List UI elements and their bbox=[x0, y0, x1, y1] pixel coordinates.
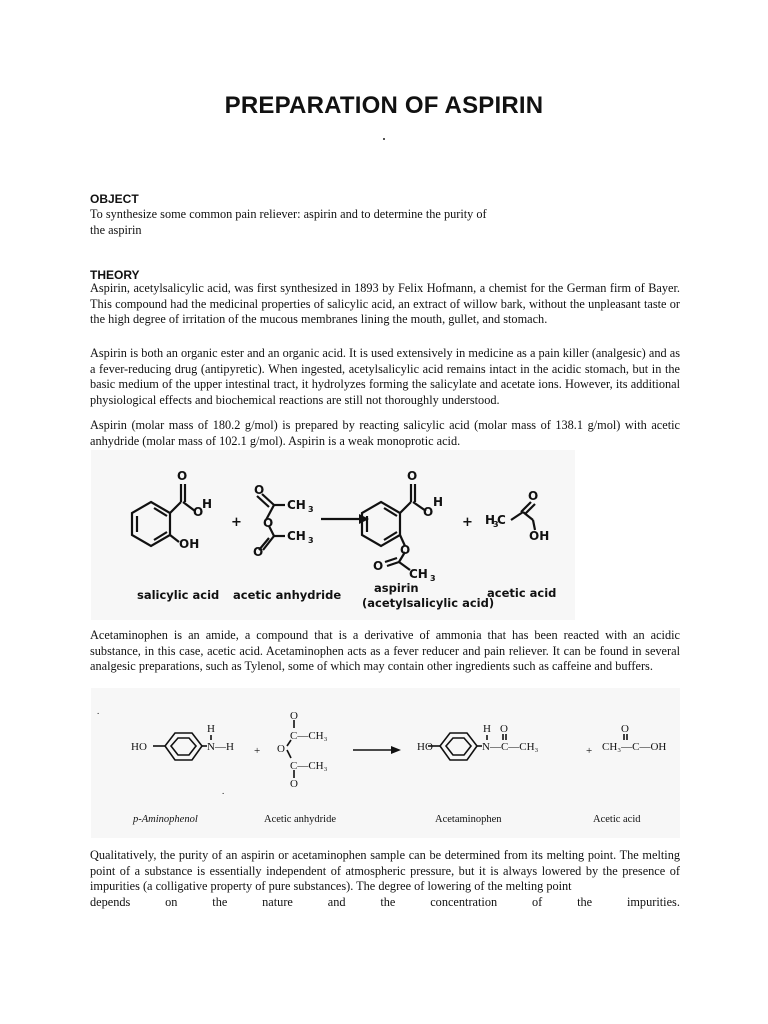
anhydride-ch3-top: CH bbox=[287, 498, 306, 512]
last-line-word: the bbox=[380, 895, 396, 909]
last-line-word: of bbox=[531, 895, 543, 909]
anhydride-o-bottom: O bbox=[253, 545, 264, 559]
anhydride-o-bottom: O bbox=[290, 778, 298, 790]
anhydride-bridge-o: O bbox=[263, 516, 274, 530]
theory-paragraph-2: Aspirin is both an organic ester and an organic acid. It is used extensively in medicine as a pain killer (analgesic) and as a fever-reducing drug (antipyretic). When ingested, acetylsalicylic acid remains intact in the acidic stomach, but in the basic medium of the upper intestinal tract, it hydrolyzes forming the salicylate and acetate ions. However, its additional physiological effects and biochemical reactions are still not thoroughly understood. bbox=[90, 346, 680, 407]
plus-sign-4: + bbox=[586, 745, 593, 757]
stray-dot-3: . bbox=[222, 786, 225, 796]
page-title: PREPARATION OF ASPIRIN bbox=[224, 92, 544, 119]
anhydride-ch3-bottom-sub: 3 bbox=[308, 536, 314, 545]
aspirin-ch3: CH bbox=[409, 567, 428, 581]
aspirin-acid-h: H bbox=[433, 495, 444, 509]
acetic-carbonyl-o-2: O bbox=[621, 723, 629, 735]
salicylic-carbonyl-o: O bbox=[177, 469, 188, 483]
aspirin-ester-o: O bbox=[400, 543, 411, 557]
acetic-h3c-tail: C bbox=[497, 513, 506, 527]
salicylic-hydroxyl-o: O bbox=[193, 505, 204, 519]
aspirin-reaction-scheme bbox=[91, 450, 575, 620]
anhydride-top-group: C—CH₃ bbox=[290, 730, 328, 742]
acetic-acid-formula: CH₃—C—OH bbox=[602, 741, 667, 753]
anhydride-o-top: O bbox=[290, 710, 298, 722]
object-text: To synthesize some common pain reliever: aspirin and to determine the purity of the aspirin bbox=[90, 207, 487, 237]
plus-sign-3: + bbox=[254, 745, 261, 757]
last-line-word: on bbox=[165, 895, 178, 909]
acetaminophen-h: H bbox=[483, 723, 491, 735]
label-acetic-anhydride: acetic anhydride bbox=[233, 588, 342, 602]
label-p-aminophenol: p-Aminophenol bbox=[133, 814, 198, 825]
aspirin-reaction-figure bbox=[91, 450, 575, 620]
anhydride-bridge-o: O bbox=[277, 743, 285, 755]
last-line-word: concentration bbox=[430, 895, 498, 909]
anhydride-bottom-group: C—CH₃ bbox=[290, 760, 328, 772]
theory-paragraph-5: Qualitatively, the purity of an aspirin or acetaminophen sample can be determined from its melting point. The melting point of a substance is essentially independent of atmospheric pressure, but it is always lowered by the presence of impurities (a colligative property of pure substances). The degree of lowering of the melting point bbox=[90, 848, 680, 893]
aspirin-hydroxyl-o: O bbox=[423, 505, 434, 519]
object-heading: OBJECT bbox=[90, 192, 139, 206]
last-line-word: depends bbox=[90, 895, 131, 909]
anhydride-ch3-bottom: CH bbox=[287, 529, 306, 543]
acetaminophen-ho: HO bbox=[417, 741, 433, 753]
last-line-word: impurities. bbox=[626, 895, 680, 909]
aminophenol-nh: N—H bbox=[207, 741, 234, 753]
acetaminophen-carbonyl-o: O bbox=[500, 723, 508, 735]
label-acetic-anhydride-2: Acetic anhydride bbox=[264, 814, 337, 825]
acetic-carbonyl-o: O bbox=[528, 489, 539, 503]
last-line-word: the bbox=[212, 895, 228, 909]
label-acetic-acid-2: Acetic acid bbox=[593, 814, 641, 825]
aspirin-carbonyl-o: O bbox=[407, 469, 418, 483]
stray-dot-2: . bbox=[97, 706, 100, 716]
aspirin-ch3-sub: 3 bbox=[430, 574, 436, 583]
acetaminophen-reaction-scheme bbox=[91, 688, 680, 838]
aminophenol-h: H bbox=[207, 723, 215, 735]
last-line-word: and bbox=[327, 895, 346, 909]
acetic-oh: OH bbox=[529, 529, 550, 543]
label-salicylic-acid: salicylic acid bbox=[137, 588, 220, 602]
theory-paragraph-4: Acetaminophen is an amide, a compound that is a derivative of ammonia that has been reacted with an acidic substance, in this case, acetic acid. Acetaminophen acts as a fever reducer and pain reliever. It can be found in several analgesic preparations, such as Tylenol, some of which may contain other ingredients such as caffeine and buffers. bbox=[90, 628, 680, 673]
anhydride-ch3-top-sub: 3 bbox=[308, 505, 314, 514]
last-line-word: nature bbox=[262, 895, 293, 909]
plus-sign-2: + bbox=[462, 515, 473, 530]
aminophenol-ho: HO bbox=[131, 741, 147, 753]
theory-paragraph-3: Aspirin (molar mass of 180.2 g/mol) is prepared by reacting salicylic acid (molar mass of 138.1 g/mol) with acetic anhydride (molar mass of 102.1 g/mol). Aspirin is a weak monoprotic acid. bbox=[90, 418, 680, 448]
aspirin-acetyl-o: O bbox=[373, 559, 384, 573]
salicylic-phenol-oh: OH bbox=[179, 537, 200, 551]
reaction2-arrowhead bbox=[391, 746, 401, 754]
theory-paragraph-5-last-line bbox=[90, 895, 680, 910]
salicylic-acid-h: H bbox=[202, 497, 213, 511]
label-acetylsalicylic-acid: (acetylsalicylic acid) bbox=[362, 596, 495, 610]
label-acetic-acid: acetic acid bbox=[487, 586, 557, 600]
last-line-word: the bbox=[577, 895, 593, 909]
anhydride-o-top: O bbox=[254, 483, 265, 497]
acetic-h3c: H bbox=[485, 513, 496, 527]
theory-paragraph-1: Aspirin, acetylsalicylic acid, was first synthesized in 1893 by Felix Hofmann, a chemist for the German firm of Bayer. This compound had the medicinal properties of salicylic acid, an extract of willow bark, without the unpleasant taste or the high degree of irritation of the mucous membranes lining the mouth, gullet, and stomach. bbox=[90, 281, 680, 326]
acetic-h3c-sub: 3 bbox=[493, 520, 499, 529]
stray-dot bbox=[383, 138, 385, 140]
acetaminophen-reaction-figure bbox=[91, 688, 680, 838]
label-aspirin: aspirin bbox=[374, 581, 419, 595]
acetaminophen-chain: N—C—CH₃ bbox=[482, 741, 539, 753]
label-acetaminophen: Acetaminophen bbox=[435, 814, 502, 825]
theory-heading: THEORY bbox=[90, 268, 140, 282]
plus-sign-1: + bbox=[231, 515, 242, 530]
